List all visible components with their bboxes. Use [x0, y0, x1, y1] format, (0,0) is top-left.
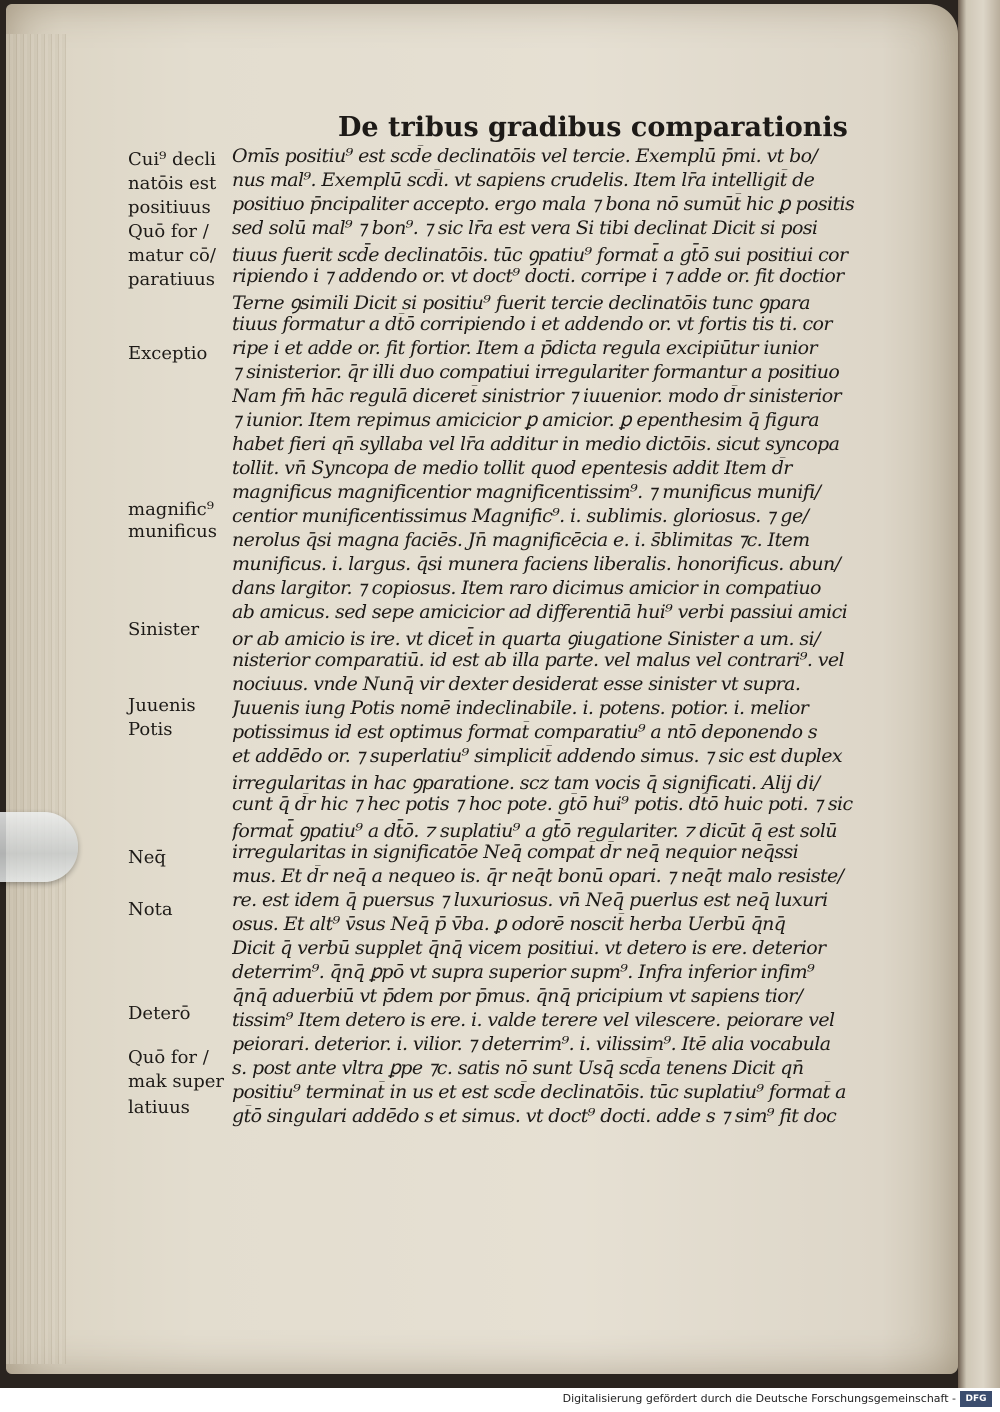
body-line: et addēdo or. ⁊ superlatiu⁹ simplicit̄ addendo simus. ⁊ sic est duplex: [232, 745, 843, 767]
page-clip: [0, 812, 78, 882]
margin-note: Juuenis: [128, 695, 196, 716]
body-line: ab amicus. sed sepe amicicior ad differentiā hui⁹ verbi passiui amici: [232, 601, 848, 623]
margin-note: Nota: [128, 899, 173, 920]
body-line: cunt q̄ d̄r hic ⁊ hec potis ⁊ hoc pote. gt̄ō hui⁹ potis. dt̄ō huic poti. ⁊ sic: [232, 793, 853, 815]
body-line: gt̄ō singulari addēdo s et simus. vt doct⁹ docti. adde s ⁊ sim⁹ fit doc: [232, 1105, 837, 1127]
body-line: tiuus fuerit scd̄e declinatōis. tūc ꝯpatiu⁹ format̄ a gt̄ō sui positiui cor: [232, 244, 848, 266]
margin-note: paratiuus: [128, 269, 216, 290]
body-line: nus mal⁹. Exemplū scd̄i. vt sapiens crudelis. Item lr̄a intelligit̄ de: [232, 169, 815, 191]
page-edge-stack: [6, 34, 66, 1364]
body-line: positiu⁹ terminat̄ in us et est scd̄e declinatōis. tūc suplatiu⁹ format̄ a: [232, 1081, 846, 1103]
body-line: nerolus q̄si magna faciēs. Jn̄ magnificēcia e. i. s̄blimitas ⁊c. Item: [232, 529, 810, 551]
margin-note: matur cō/: [128, 245, 216, 266]
body-line: nociuus. vnde Nunq̄ vir dexter desiderat esse sinister vt supra.: [232, 673, 801, 695]
margin-note: munificus: [128, 521, 217, 542]
margin-note: Exceptio: [128, 343, 208, 364]
footer-bar: [0, 1388, 1000, 1412]
footer-credit: Digitalisierung gefördert durch die Deutsche Forschungsgemeinschaft -: [562, 1392, 956, 1405]
body-line: Dicit q̄ verbū supplet q̄nq̄ vicem positiui. vt detero is ere. deterior: [232, 937, 826, 959]
body-line: or ab amicio is ire. vt dicet̄ in quarta ꝯiugatione Sinister a um. si/: [232, 628, 820, 650]
body-line: magnificus magnificentior magnificentissim⁹. ⁊ munificus munifi/: [232, 481, 821, 503]
body-line: irregularitas in significatōe Neq̄ compat̄ d̄r neq̄ nequior neq̄ssi: [232, 841, 799, 863]
body-line: deterrim⁹. q̄nq̄ ꝑpō vt supra superior supm⁹. Infra inferior infim⁹: [232, 961, 815, 983]
body-line: ripe i et adde or. fit fortior. Item a p̄dicta regula excipiūtur iunior: [232, 337, 817, 359]
body-line: centior munificentissimus Magnific⁹. i. sublimis. gloriosus. ⁊ ge/: [232, 505, 809, 527]
body-line: mus. Et d̄r neq̄ a nequeo is. q̄r neq̄t bonū opari. ⁊ neq̄t malo resiste/: [232, 865, 844, 887]
body-line: sed solū mal⁹ ⁊ bon⁹. ⁊ sic lr̄a est vera Si tibi declinat Dicit si posi: [232, 217, 818, 239]
margin-note: Cui⁹ decli: [128, 149, 216, 170]
body-line: nisterior comparatiū. id est ab illa parte. vel malus vel contrari⁹. vel: [232, 649, 845, 671]
body-line: format̄ ꝯpatiu⁹ a dt̄ō. ⁊ suplatiu⁹ a gt̄ō regulariter. ⁊ dicūt q̄ est solū: [232, 820, 837, 842]
body-line: Nam fm̄ hāc regulā diceret̄ sinistrior ⁊ iuuenior. modo d̄r sinisterior: [232, 385, 842, 407]
margin-note: Quō for /: [128, 1047, 209, 1068]
body-line: Omīs positiu⁹ est scd̄e declinatōis vel tercie. Exemplū p̄mi. vt bo/: [232, 145, 818, 167]
margin-note: Quō for /: [128, 221, 209, 242]
body-line: habet fieri qn̄ syllaba vel lr̄a additur in medio dictōis. sicut syncopa: [232, 433, 840, 455]
dfg-logo-icon: DFG: [960, 1391, 992, 1407]
body-line: Juuenis iung Potis nomē indeclinabile. i. potens. potior. i. melior: [232, 697, 809, 719]
margin-note: Potis: [128, 719, 173, 740]
margin-note: positiuus: [128, 197, 211, 218]
body-line: Terne ꝯsimili Dicit si positiu⁹ fuerit tercie declinatōis tunc ꝯpara: [232, 292, 810, 314]
facing-page-edge: [958, 0, 1000, 1388]
body-line: munificus. i. largus. q̄si munera faciens liberalis. honorificus. abun/: [232, 553, 841, 575]
margin-note: magnific⁹: [128, 499, 214, 520]
body-line: ⁊ iunior. Item repimus amicicior ꝑ amicior. ꝑ epenthesim q̄ figura: [232, 409, 819, 431]
margin-note: latiuus: [128, 1097, 190, 1118]
body-line: ⁊ sinisterior. q̄r illi duo compatiui irregulariter formantur a positiuo: [232, 361, 840, 383]
body-line: tollit. vn̄ Syncopa de medio tollit quod epentesis addit Item d̄r: [232, 457, 792, 479]
body-line: potissimus id est optimus format̄ comparatiu⁹ a ntō deponendo s: [232, 721, 818, 743]
body-line: re. est idem q̄ puersus ⁊ luxuriosus. vn̄ Neq̄ puerlus est neq̄ luxuri: [232, 889, 828, 911]
body-line: q̄nq̄ aduerbiū vt p̄dem por p̄mus. q̄nq̄ pricipium vt sapiens tior/: [232, 985, 803, 1007]
margin-note: Sinister: [128, 619, 200, 640]
body-line: irregularitas in hac ꝯparatione. scz tam vocis q̄ significati. Alij di/: [232, 772, 820, 794]
body-line: dans largitor. ⁊ copiosus. Item raro dicimus amicior in compatiuo: [232, 577, 821, 599]
margin-note: Deterō: [128, 1003, 191, 1024]
margin-note: mak super: [128, 1071, 225, 1092]
body-line: ripiendo i ⁊ addendo or. vt doct⁹ docti. corripe i ⁊ adde or. fit doctior: [232, 265, 844, 287]
body-line: s. post ante vltra ꝑpe ⁊c. satis nō sunt Usq̄ scd̄a tenens Dicit qn̄: [232, 1057, 804, 1079]
page-title: De tribus gradibus comparationis: [338, 112, 848, 143]
body-line: tiuus formatur a dt̄ō corripiendo i et addendo or. vt fortis tis ti. cor: [232, 313, 832, 335]
margin-note: natōis est: [128, 173, 217, 194]
body-line: peiorari. deterior. i. vilior. ⁊ deterrim⁹. i. vilissim⁹. Itē alia vocabula: [232, 1033, 831, 1055]
body-line: positiuo p̄ncipaliter accepto. ergo mala ⁊ bona nō sumūt̄ hic ꝑ positis: [232, 193, 855, 215]
body-line: osus. Et alt⁹ v̄sus Neq̄ p̄ v̄ba. ꝑ odorē noscit̄ herba Uerbū q̄nq̄: [232, 913, 786, 935]
body-line: tissim⁹ Item detero is ere. i. valde terere vel vilescere. peiorare vel: [232, 1009, 835, 1031]
margin-note: Neq̄: [128, 847, 166, 868]
